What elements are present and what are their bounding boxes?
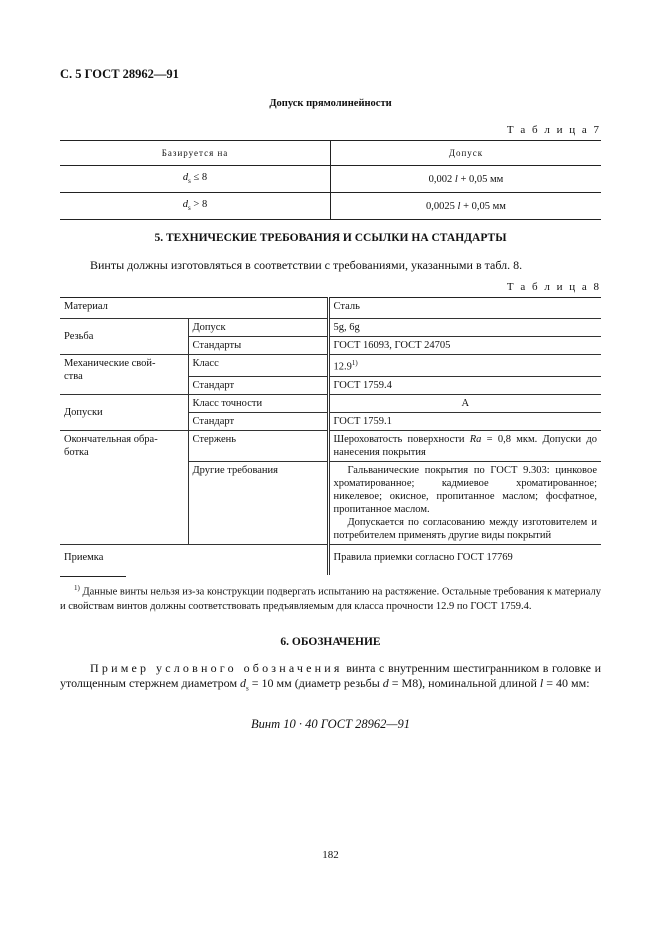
table7-header-row [60, 141, 601, 166]
section6-body: Пример условного обозначения винта с внутренним шестигранником в головке и утолщенным стержнем диаметром $d_s = 10$ мм (диаметр резьбы d = М8), номинальной длиной l = 40 мм: [60, 661, 601, 693]
section6-heading: 6. ОБОЗНАЧЕНИЕ [280, 636, 381, 648]
thread-standards-value: ГОСТ 16093, ГОСТ 24705 [328, 337, 601, 355]
thread-standards-label: Стандарты [188, 337, 328, 355]
thread-tolerance-label: Допуск [188, 319, 328, 337]
mechanical-standard-label: Стандарт [188, 376, 328, 394]
table7-tolerance: 0,0025 l + 0,05 мм [331, 193, 602, 220]
material-label: Материал [60, 298, 328, 319]
table7-col2-header: Допуск [331, 141, 602, 166]
page-number: 182 [322, 849, 339, 861]
table-row [60, 319, 601, 337]
table-row [60, 193, 601, 220]
tolerances-standard-label: Стандарт [188, 412, 328, 430]
table-row [60, 430, 601, 461]
material-value: Сталь [328, 298, 601, 319]
thread-tolerance-value: 5g, 6g [328, 319, 601, 337]
acceptance-value: Правила приемки согласно ГОСТ 17769 [328, 544, 601, 575]
table-row [60, 166, 601, 193]
finish-label: Окончательная обра- ботка [64, 433, 158, 458]
table7-number: Т а б л и ц а 7 [506, 124, 601, 136]
page-header: С. 5 ГОСТ 28962—91 [60, 67, 179, 81]
other-requirements-value: Гальванические покрытия по ГОСТ 9.303: цинковое хроматированное; кадмиевое хроматированное; никелевое; окисное, пропитанное маслом; фосфатное, пропитанное маслом. Допускается по согласованию между изготовителем и потребителем применять другие виды покрытий [328, 461, 601, 544]
table-row [60, 298, 601, 319]
section5-heading: 5. ТЕХНИЧЕСКИЕ ТРЕБОВАНИЯ И ССЫЛКИ НА СТАНДАРТЫ [154, 232, 507, 244]
tolerances-standard-value: ГОСТ 1759.1 [328, 412, 601, 430]
section5-intro: Винты должны изготовляться в соответствии с требованиями, указанными в табл. 8. [90, 258, 523, 272]
table7-col1-header: Базируется на [60, 141, 331, 166]
table7-condition: $d_s > 8$ [60, 193, 331, 220]
mechanical-standard-value: ГОСТ 1759.4 [328, 376, 601, 394]
class-value: 12.9$^{1)}$ [328, 355, 601, 377]
footnote-divider [60, 576, 126, 577]
table7-condition: $d_s \le 8$ [60, 166, 331, 193]
other-requirements-label: Другие требования [188, 461, 328, 544]
mechanical-label: Механические свой- ства [60, 355, 188, 395]
table7-tolerance: 0,002 l + 0,05 мм [331, 166, 602, 193]
accuracy-class-label: Класс точности [188, 394, 328, 412]
table7 [60, 140, 601, 220]
acceptance-label: Приемка [64, 551, 104, 563]
tolerances-label: Допуски [60, 394, 188, 430]
shank-label: Стержень [188, 430, 328, 461]
table7-caption: Допуск прямолинейности [269, 98, 392, 109]
footnote: $^{1)}$ Данные винты нельзя из-за конструкции подвергать испытанию на растяжение. Остальные требования к материалу и свойствам винтов должны соответствовать предъявляемым для класса прочности 12.9 по ГОСТ 1759.4. [60, 584, 601, 612]
table-row [60, 544, 601, 575]
finish-label-cont [60, 461, 188, 544]
table8 [60, 297, 601, 575]
class-label: Класс [188, 355, 328, 377]
thread-label: Резьба [60, 319, 188, 355]
table-row [60, 355, 601, 377]
shank-value: Шероховатость поверхности Ra = 0,8 мкм. Допуски до нанесения покрытия [328, 430, 601, 461]
table8-number: Т а б л и ц а 8 [506, 281, 601, 293]
designation-example: Винт 10 · 40 ГОСТ 28962—91 [251, 717, 410, 731]
table-row [60, 461, 601, 544]
table-row [60, 394, 601, 412]
accuracy-class-value: А [328, 394, 601, 412]
